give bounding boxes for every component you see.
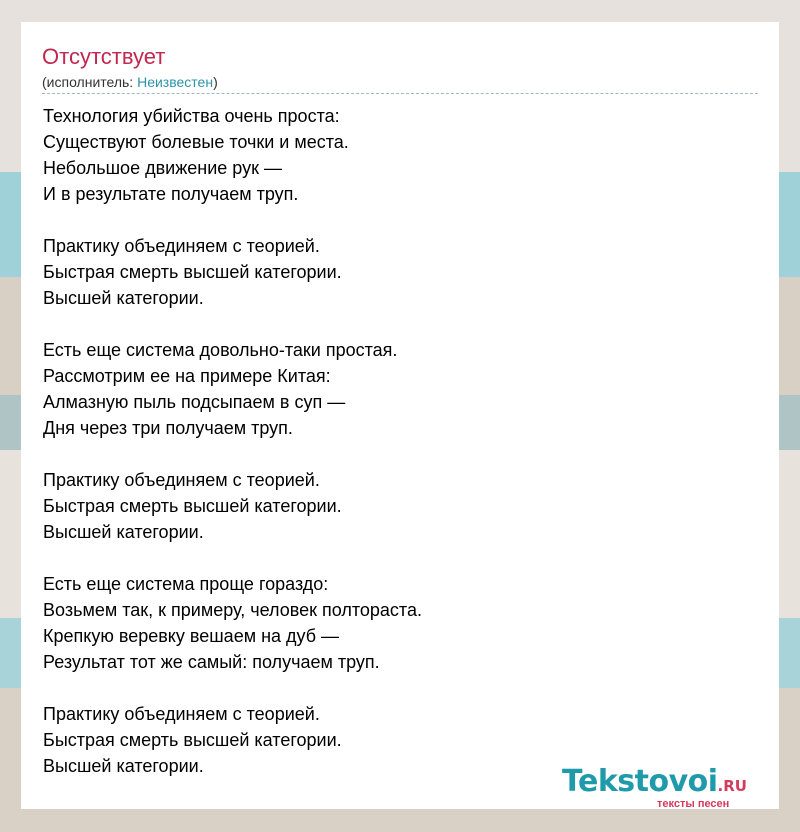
lyrics-blank [43,311,759,337]
lyrics-line: Возьмем так, к примеру, человек полтораста. [43,600,422,620]
artist-line [42,73,218,91]
song-title: Отсутствует [42,44,166,69]
lyrics-line: И в результате получаем труп. [43,184,299,204]
lyrics-text [43,103,759,779]
lyrics-blank [43,207,759,233]
artist-suffix: ) [213,74,218,90]
lyrics-line: Есть еще система довольно-таки простая. [43,340,398,360]
lyrics-line: Технология убийства очень проста: [43,106,340,126]
site-logo[interactable] [562,764,772,812]
logo-tagline: тексты песен [657,798,730,810]
lyrics-line: Быстрая смерть высшей категории. [43,262,342,282]
lyrics-line: Результат тот же самый: получаем труп. [43,652,380,672]
lyrics-line: Дня через три получаем труп. [43,418,293,438]
lyrics-line: Небольшое движение рук — [43,158,282,178]
logo-main-text: Tekstovoi [562,764,718,799]
lyrics-line: Практику объединяем с теорией. [43,470,320,490]
artist-name-link[interactable]: Неизвестен [137,74,214,90]
lyrics-blank [43,441,759,467]
lyrics-blank [43,545,759,571]
lyrics-line: Алмазную пыль подсыпаем в суп — [43,392,346,412]
artist-prefix: (исполнитель: [42,74,138,90]
lyrics-blank [43,675,759,701]
lyrics-line: Практику объединяем с теорией. [43,704,320,724]
lyrics-line: Есть еще система проще гораздо: [43,574,329,594]
lyrics-line: Высшей категории. [43,756,204,776]
lyrics-line: Крепкую веревку вешаем на дуб — [43,626,340,646]
lyrics-line: Высшей категории. [43,288,204,308]
lyrics-card [21,22,779,809]
logo-tld: .RU [717,777,747,795]
title-divider [42,93,758,94]
lyrics-line: Высшей категории. [43,522,204,542]
lyrics-line: Рассмотрим ее на примере Китая: [43,366,331,386]
lyrics-line: Существуют болевые точки и места. [43,132,349,152]
lyrics-line: Быстрая смерть высшей категории. [43,496,342,516]
lyrics-line: Практику объединяем с теорией. [43,236,320,256]
lyrics-line: Быстрая смерть высшей категории. [43,730,342,750]
